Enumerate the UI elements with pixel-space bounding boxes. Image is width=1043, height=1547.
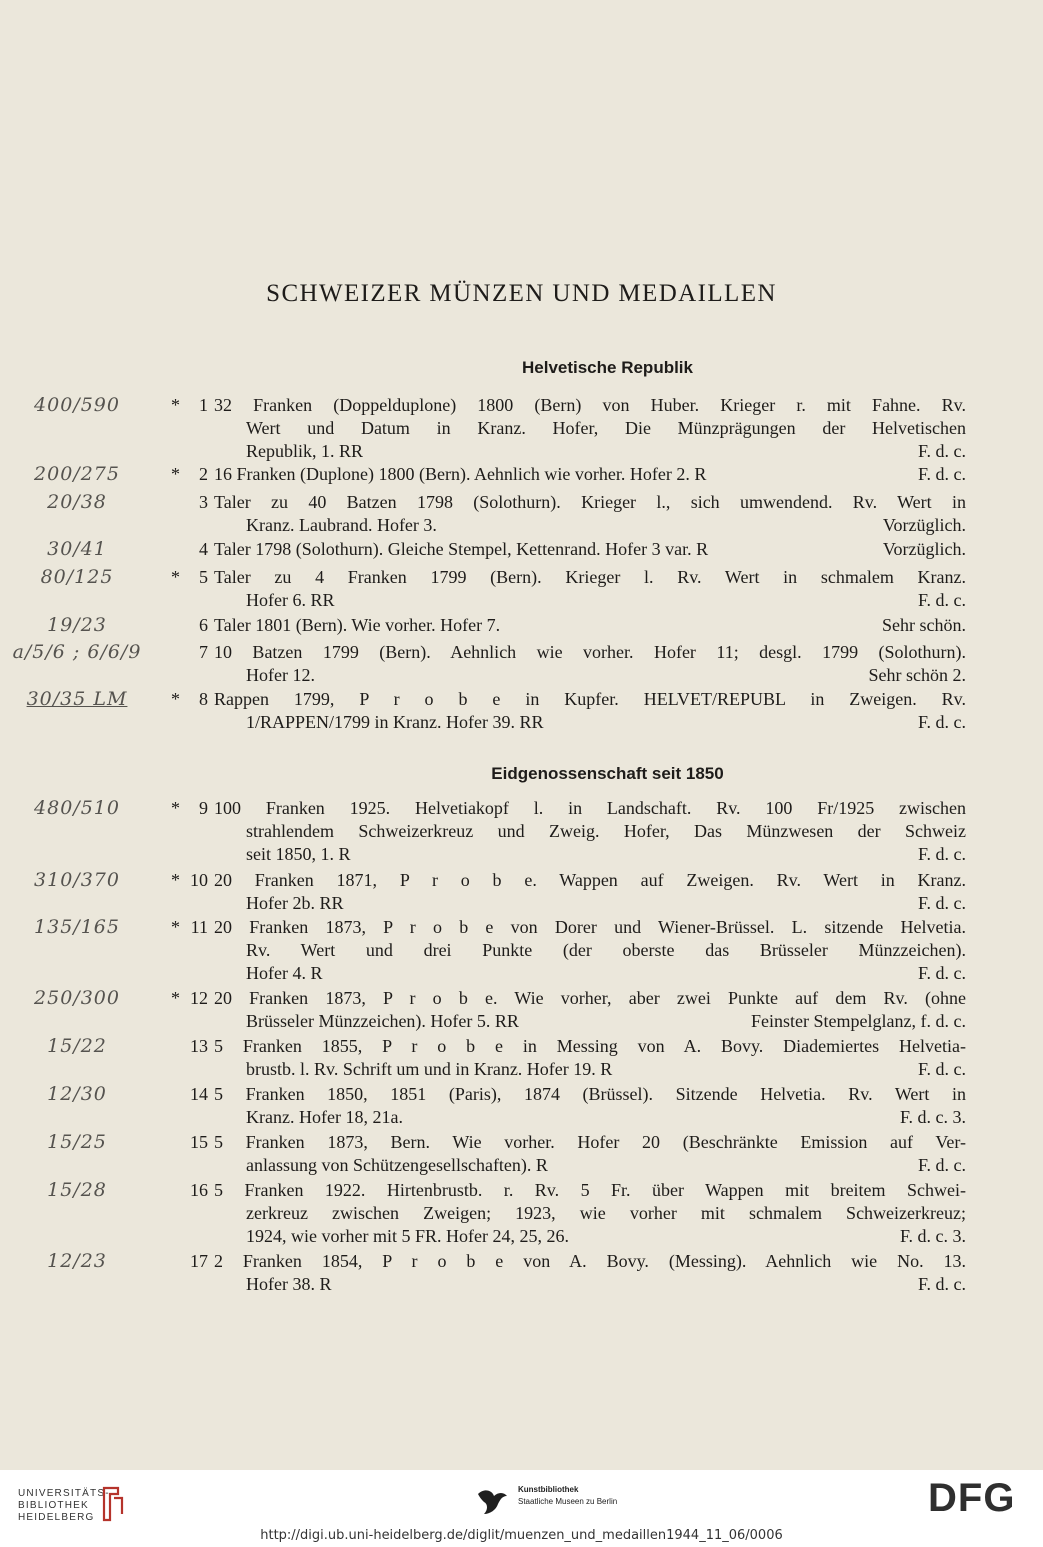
description-last-line: [214, 711, 966, 734]
description-line: Hofer 4. R: [246, 963, 323, 983]
handwritten-price-note: 19/23: [47, 614, 107, 636]
lot-number: 16: [190, 1180, 208, 1200]
handwritten-price-note: 15/28: [47, 1179, 107, 1201]
lot-description: [214, 491, 966, 537]
description-last-line: [214, 843, 966, 866]
source-url[interactable]: http://digi.ub.uni-heidelberg.de/diglit/muenzen_und_medaillen1944_11_06/0006: [260, 1528, 783, 1543]
lot-description: [214, 916, 966, 985]
illustrated-mark: *: [171, 870, 180, 890]
section-heading-eidgenossenschaft: Eidgenossenschaft seit 1850: [491, 764, 724, 783]
description-line: Hofer 38. R: [246, 1274, 332, 1294]
handwritten-price-note: 20/38: [47, 491, 107, 513]
condition-grade: F. d. c.: [917, 1274, 966, 1294]
condition-grade: Sehr schön 2.: [868, 665, 966, 685]
description-line: 100 Franken 1925. Helvetiakopf l. in Landschaft. Rv. 100 Fr/1925 zwischen: [214, 798, 966, 818]
description-line: brustb. l. Rv. Schrift um und in Kranz. Hofer 19. R: [246, 1059, 613, 1079]
description-line: zerkreuz zwischen Zweigen; 1923, wie vorher mit schmalem Schweizerkreuz;: [246, 1203, 966, 1223]
description-last-line: [214, 1225, 966, 1248]
description-line: 2 Franken 1854, P r o b e von A. Bovy. (Messing). Aehnlich wie No. 13.: [214, 1251, 966, 1271]
handwritten-price-note: 15/22: [47, 1035, 107, 1057]
lot-number: 17: [190, 1251, 208, 1271]
condition-grade: F. d. c. 3.: [899, 1226, 966, 1246]
kunstbibliothek-label: [518, 1484, 617, 1508]
description-last-line: [214, 962, 966, 985]
illustrated-mark: *: [171, 689, 180, 709]
illustrated-mark: *: [171, 567, 180, 587]
description-line: 1924, wie vorher mit 5 FR. Hofer 24, 25, 26.: [246, 1226, 569, 1246]
description-line: Taler 1798 (Solothurn). Gleiche Stempel, Kettenrand. Hofer 3 var. R: [214, 539, 709, 559]
description-line: Kranz. Hofer 18, 21a.: [246, 1107, 403, 1127]
condition-grade: Sehr schön.: [882, 615, 966, 635]
description-line: 16 Franken (Duplone) 1800 (Bern). Aehnlich wie vorher. Hofer 2. R: [214, 464, 707, 484]
condition-grade: F. d. c.: [917, 590, 966, 610]
condition-grade: F. d. c.: [917, 712, 966, 732]
condition-grade: F. d. c. 3.: [899, 1107, 966, 1127]
condition-grade: Feinster Stempelglanz, f. d. c.: [751, 1011, 966, 1031]
description-last-line: [214, 1010, 966, 1033]
handwritten-price-note: 310/370: [34, 869, 120, 891]
lot-number: 8: [199, 689, 208, 709]
university-library-name: [18, 1488, 110, 1524]
illustrated-mark: *: [171, 988, 180, 1008]
description-line: Hofer 12.: [246, 665, 315, 685]
lot-description: [214, 1083, 966, 1129]
dfg-logo: DFG: [928, 1476, 1016, 1520]
handwritten-price-note: 250/300: [34, 987, 120, 1009]
lot-description: [214, 538, 966, 561]
handwritten-price-note: 30/41: [47, 538, 107, 560]
condition-grade: F. d. c.: [917, 1155, 966, 1175]
description-last-line: [214, 1058, 966, 1081]
illustrated-mark: *: [171, 798, 180, 818]
description-line: Rv. Wert und drei Punkte (der oberste das Brüsseler Münzzeichen).: [246, 940, 966, 960]
university-logo-icon: [100, 1484, 126, 1524]
condition-grade: F. d. c.: [917, 1059, 966, 1079]
lot-number: 12: [190, 988, 208, 1008]
lot-description: [214, 1131, 966, 1177]
handwritten-price-note: a/5/6 ; 6/6/9: [12, 641, 142, 663]
section-heading-helvetische-republik: Helvetische Republik: [521, 358, 693, 377]
handwritten-price-note: 135/165: [34, 916, 120, 938]
condition-grade: Vorzüglich.: [882, 539, 966, 559]
condition-grade: F. d. c.: [917, 441, 966, 461]
lot-number: 1: [199, 395, 208, 415]
description-line: 5 Franken 1922. Hirtenbrustb. r. Rv. 5 Fr. über Wappen mit breitem Schwei-: [214, 1180, 966, 1200]
description-line: Wert und Datum in Kranz. Hofer, Die Münzprägungen der Helvetischen: [246, 418, 966, 438]
description-line: Rappen 1799, P r o b e in Kupfer. HELVET/REPUBL in Zweigen. Rv.: [214, 689, 966, 709]
description-line: Republik, 1. RR: [246, 441, 364, 461]
handwritten-price-note: 12/30: [47, 1083, 107, 1105]
handwritten-price-note: 400/590: [34, 394, 120, 416]
university-line: UNIVERSITÄTS-: [18, 1488, 110, 1499]
description-line: 20 Franken 1871, P r o b e. Wappen auf Zweigen. Rv. Wert in Kranz.: [214, 870, 966, 890]
lot-description: [214, 1035, 966, 1081]
handwritten-price-note: 15/25: [47, 1131, 107, 1153]
lot-number: 9: [199, 798, 208, 818]
description-line: 1/RAPPEN/1799 in Kranz. Hofer 39. RR: [246, 712, 544, 732]
description-last-line: [214, 664, 966, 687]
description-last-line: [214, 440, 966, 463]
description-line: Kranz. Laubrand. Hofer 3.: [246, 515, 437, 535]
lot-description: [214, 1179, 966, 1248]
description-line: 20 Franken 1873, P r o b e von Dorer und Wiener-Brüssel. L. sitzende Helvetia.: [214, 917, 966, 937]
description-line: Hofer 2b. RR: [246, 893, 344, 913]
description-line: strahlendem Schweizerkreuz und Zweig. Hofer, Das Münzwesen der Schweiz: [246, 821, 966, 841]
lot-number: 4: [199, 539, 208, 559]
description-line: Taler zu 4 Franken 1799 (Bern). Krieger l. Rv. Wert in schmalem Kranz.: [214, 567, 966, 587]
description-line: anlassung von Schützengesellschaften). R: [246, 1155, 548, 1175]
description-line: 5 Franken 1873, Bern. Wie vorher. Hofer 20 (Beschränkte Emission auf Ver-: [214, 1132, 966, 1152]
condition-grade: F. d. c.: [917, 844, 966, 864]
description-last-line: [214, 892, 966, 915]
lot-description: [214, 797, 966, 866]
description-last-line: [214, 1154, 966, 1177]
kb-subtitle: Staatliche Museen zu Berlin: [518, 1497, 618, 1506]
condition-grade: Vorzüglich.: [882, 515, 966, 535]
description-line: 10 Batzen 1799 (Bern). Aehnlich wie vorher. Hofer 11; desgl. 1799 (Solothurn).: [214, 642, 966, 662]
illustrated-mark: *: [171, 395, 180, 415]
description-line: Brüsseler Münzzeichen). Hofer 5. RR: [246, 1011, 519, 1031]
lot-description: [214, 463, 966, 486]
lot-number: 5: [199, 567, 208, 587]
digitization-footer: [0, 1470, 1043, 1547]
lot-description: [214, 987, 966, 1033]
lot-number: 13: [190, 1036, 208, 1056]
lot-number: 14: [190, 1084, 208, 1104]
description-line: 5 Franken 1850, 1851 (Paris), 1874 (Brüssel). Sitzende Helvetia. Rv. Wert in: [214, 1084, 966, 1104]
lot-number: 6: [199, 615, 208, 635]
description-last-line: [214, 589, 966, 612]
lot-description: [214, 566, 966, 612]
handwritten-price-note: 480/510: [34, 797, 120, 819]
description-line: Taler zu 40 Batzen 1798 (Solothurn). Krieger l., sich umwendend. Rv. Wert in: [214, 492, 966, 512]
handwritten-price-note: 200/275: [34, 463, 120, 485]
description-line: Taler 1801 (Bern). Wie vorher. Hofer 7.: [214, 615, 501, 635]
eagle-logo-icon: [474, 1484, 510, 1520]
illustrated-mark: *: [171, 917, 180, 937]
description-last-line: [214, 614, 966, 637]
description-last-line: [214, 1273, 966, 1296]
description-last-line: [214, 514, 966, 537]
handwritten-price-note: 30/35 LM: [26, 688, 128, 710]
lot-number: 2: [199, 464, 208, 484]
condition-grade: F. d. c.: [917, 963, 966, 983]
lot-number: 7: [199, 642, 208, 662]
lot-number: 15: [190, 1132, 208, 1152]
description-line: 32 Franken (Doppelduplone) 1800 (Bern) von Huber. Krieger r. mit Fahne. Rv.: [214, 395, 966, 415]
handwritten-price-note: 80/125: [40, 566, 114, 588]
lot-description: [214, 688, 966, 734]
lot-description: [214, 641, 966, 687]
description-line: 5 Franken 1855, P r o b e in Messing von A. Bovy. Diademiertes Helvetia-: [214, 1036, 966, 1056]
lot-description: [214, 869, 966, 915]
lot-number: 3: [199, 492, 208, 512]
lot-number: 10: [190, 870, 208, 890]
description-line: Hofer 6. RR: [246, 590, 335, 610]
description-last-line: [214, 1106, 966, 1129]
illustrated-mark: *: [171, 464, 180, 484]
lot-description: [214, 1250, 966, 1296]
description-last-line: [214, 538, 966, 561]
handwritten-price-note: 12/23: [47, 1250, 107, 1272]
condition-grade: F. d. c.: [917, 893, 966, 913]
lot-number: 11: [190, 917, 208, 937]
university-line: HEIDELBERG: [18, 1512, 95, 1523]
lot-description: [214, 614, 966, 637]
description-line: 20 Franken 1873, P r o b e. Wie vorher, aber zwei Punkte auf dem Rv. (ohne: [214, 988, 966, 1008]
description-last-line: [214, 463, 966, 486]
kb-name: Kunstbibliothek: [518, 1485, 579, 1494]
description-line: seit 1850, 1. R: [246, 844, 351, 864]
university-line: BIBLIOTHEK: [18, 1500, 89, 1511]
lot-description: [214, 394, 966, 463]
page-title: SCHWEIZER MÜNZEN UND MEDAILLEN: [266, 280, 777, 307]
condition-grade: F. d. c.: [917, 464, 966, 484]
